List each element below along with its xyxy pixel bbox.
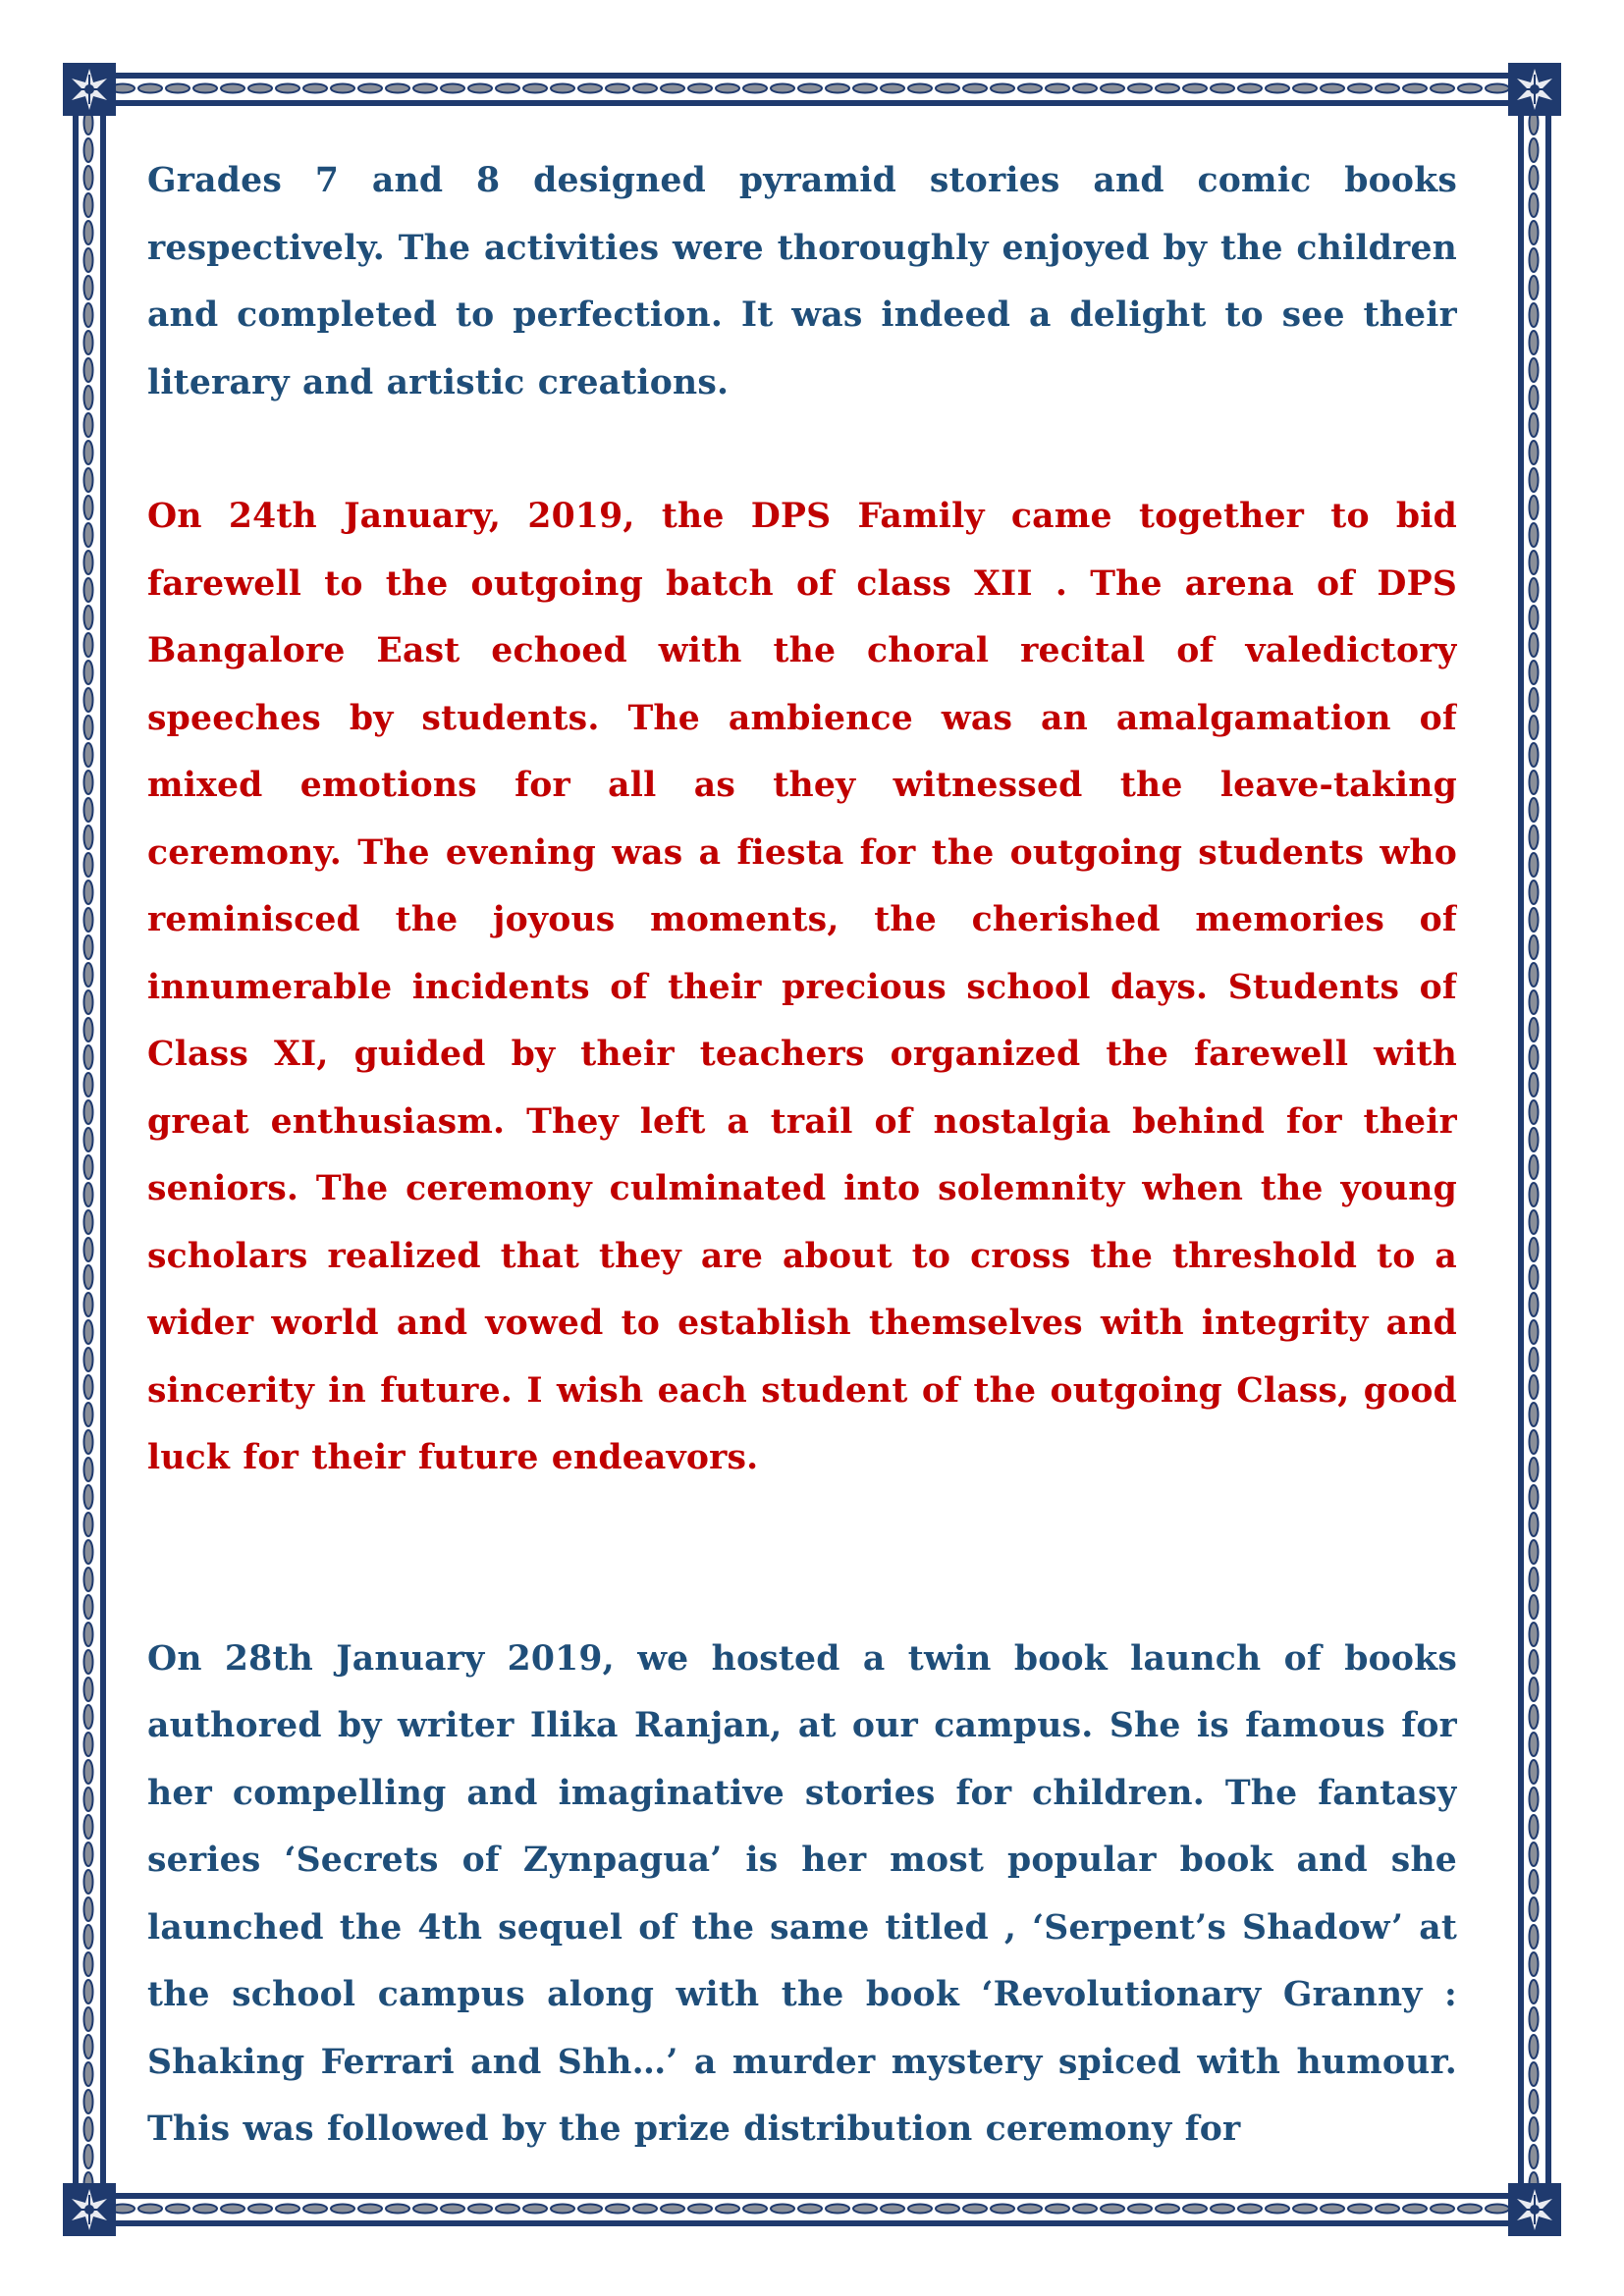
page-content [147,147,1457,2160]
border-right [1521,81,1548,2217]
border-left [76,81,103,2217]
paragraph-book-launch: On 28th January 2019, we hosted a twin book launch of books authored by writer Ilika Ranjan, at our campus. She is famous for her compelling and imaginative stories for children. The fantasy series ‘Secrets of Zynpagua’ is her most popular book and she launched the 4th sequel of the same titled , ‘Serpent’s Shadow’ at the school campus along with the book ‘Revolutionary Granny : Shaking Ferrari and Shh…’ a murder mystery spiced with humour. This was followed by the prize distribution ceremony for [147,1638,1457,2149]
corner-top-left-icon [63,63,116,116]
border-top [81,76,1543,103]
corner-top-right-icon [1508,63,1561,116]
corner-bottom-right-icon [1508,2183,1561,2236]
corner-bottom-left-icon [63,2183,116,2236]
border-bottom [81,2196,1543,2223]
paragraph-grades-activities: Grades 7 and 8 designed pyramid stories and comic books respectively. The activities were thoroughly enjoyed by the children and completed to perfection. It was indeed a delight to see their literary and artistic creations. [147,161,1457,402]
paragraph-farewell: On 24th January, 2019, the DPS Family came together to bid farewell to the outgoing batch of class XII . The arena of DPS Bangalore East echoed with the choral recital of valedictory speeches by students. The ambience was an amalgamation of mixed emotions for all as they witnessed the leave-taking ceremony. The evening was a fiesta for the outgoing students who reminisced the joyous moments, the cherished memories of innumerable incidents of their precious school days. Students of Class XI, guided by their teachers organized the farewell with great enthusiasm. They left a trail of nostalgia behind for their seniors. The ceremony culminated into solemnity when the young scholars realized that they are about to cross the threshold to a wider world and vowed to establish themselves with integrity and sincerity in future. I wish each student of the outgoing Class, good luck for their future endeavors. [147,497,1457,1477]
